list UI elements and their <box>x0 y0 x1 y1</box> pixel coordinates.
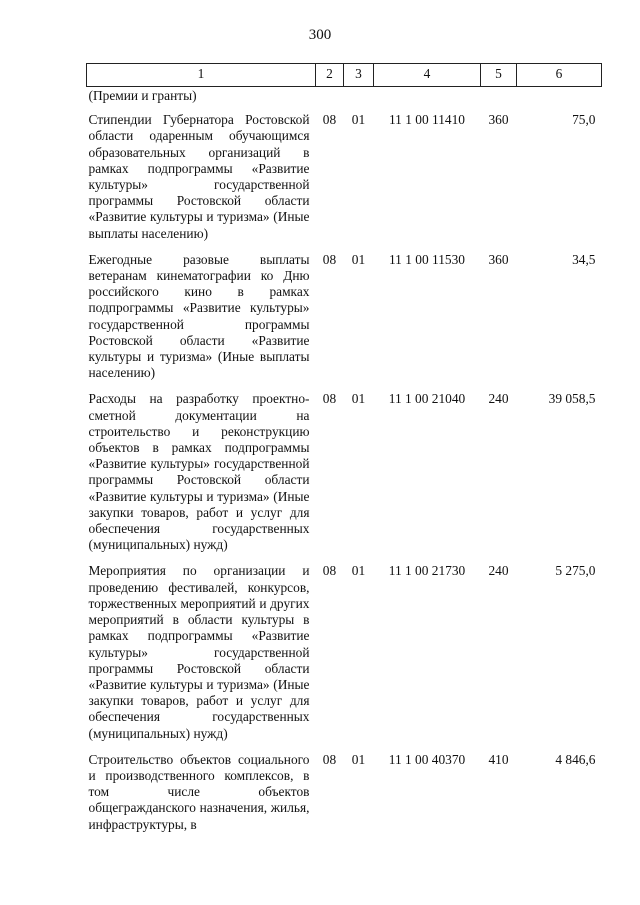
table-header-row <box>87 64 602 87</box>
row-subsection: 01 <box>351 251 366 267</box>
row-name: Стипендии Губернатора Ростовской области одаренным обучающимся образовательных организаций в рамках подпрограммы «Развитие культуры» государственной программы Ростовской области «Развитие культуры и туризма» (Иные выплаты населению) <box>88 112 310 241</box>
table-row <box>87 87 602 111</box>
row-target-code: 11 1 00 21040 <box>388 391 466 407</box>
row-section: 08 <box>322 751 337 767</box>
row-section: 08 <box>322 391 337 407</box>
table-row <box>87 110 602 250</box>
column-header-2: 2 <box>316 64 344 87</box>
row-subsection: 01 <box>351 563 366 579</box>
table-row <box>87 389 602 561</box>
row-section: 08 <box>322 251 337 267</box>
row-amount <box>517 87 602 111</box>
row-target-code <box>374 87 481 111</box>
row-subsection: 01 <box>351 112 366 128</box>
row-name: Ежегодные разовые выплаты ветеранам кинематографии ко Дню российского кино в рамках подпрограммы «Развитие культуры» государственной программы Ростовской области «Развитие культуры и туризма» (Иные выплаты населению) <box>88 251 310 381</box>
table-row <box>87 750 602 841</box>
row-name: Расходы на разработку проектно-сметной документации на строительство и реконструкцию объектов в рамках подпрограммы «Развитие культуры» государственной программы Ростовской области «Развитие культуры и туризма» (Иные закупки товаров, работ и услуг для обеспечения государственных (муниципальных) нужд) <box>88 391 310 553</box>
row-expense-type: 360 <box>488 112 509 128</box>
column-header-1: 1 <box>87 64 316 87</box>
column-header-5: 5 <box>481 64 517 87</box>
row-amount: 5 275,0 <box>555 563 596 579</box>
row-subsection: 01 <box>351 391 366 407</box>
row-expense-type: 410 <box>488 751 509 767</box>
row-section: 08 <box>322 563 337 579</box>
row-amount: 34,5 <box>572 251 596 267</box>
row-expense-type: 240 <box>488 391 509 407</box>
row-amount: 4 846,6 <box>555 751 596 767</box>
page-number: 300 <box>308 27 332 43</box>
row-section <box>316 87 344 111</box>
row-name: (Премии и гранты) <box>88 88 197 103</box>
row-expense-type: 360 <box>488 251 509 267</box>
row-amount: 75,0 <box>572 112 596 128</box>
row-amount: 39 058,5 <box>548 391 596 407</box>
row-name: Строительство объектов социального и производственного комплексов, в том числе объектов общегражданского назначения, жилья, инфраструктуры, в <box>88 751 310 832</box>
row-expense-type: 240 <box>488 563 509 579</box>
row-subsection: 01 <box>351 751 366 767</box>
column-header-4: 4 <box>374 64 481 87</box>
row-target-code: 11 1 00 11530 <box>388 251 465 267</box>
row-target-code: 11 1 00 11410 <box>388 112 465 128</box>
row-section: 08 <box>322 112 337 128</box>
row-target-code: 11 1 00 40370 <box>388 751 466 767</box>
budget-table <box>86 63 602 841</box>
row-subsection <box>344 87 374 111</box>
row-name: Мероприятия по организации и проведению фестивалей, конкурсов, торжественных мероприятий и других мероприятий в области культуры в рамках подпрограммы «Развитие культуры» государственной программы Ростовской области «Развитие культуры и туризма» (Иные закупки товаров, работ и услуг для обеспечения государственных (муниципальных) нужд) <box>88 563 310 741</box>
table-row <box>87 561 602 749</box>
column-header-6: 6 <box>517 64 602 87</box>
row-target-code: 11 1 00 21730 <box>388 563 466 579</box>
column-header-3: 3 <box>344 64 374 87</box>
row-expense-type <box>481 87 517 111</box>
table-row <box>87 250 602 390</box>
